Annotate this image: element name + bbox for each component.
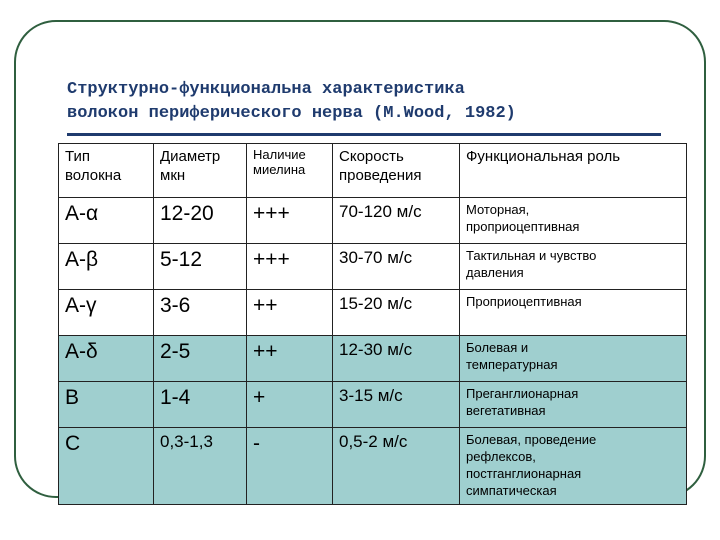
cell-diameter: 5-12 <box>154 244 247 290</box>
title-line-1: Структурно-функциональна характеристика <box>67 80 465 99</box>
cell-role <box>460 428 687 505</box>
cell-myelin: ++ <box>247 290 333 336</box>
cell-diameter: 12-20 <box>154 198 247 244</box>
role-line: проприоцептивная <box>466 219 580 234</box>
header-myelin-line2: миелина <box>253 162 306 177</box>
cell-myelin: - <box>247 428 333 505</box>
cell-role <box>460 336 687 382</box>
table-row <box>59 290 687 336</box>
cell-type: B <box>59 382 154 428</box>
cell-type: A-δ <box>59 336 154 382</box>
role-line: Преганглионарная <box>466 386 579 401</box>
header-role <box>460 144 687 198</box>
fiber-table <box>58 143 687 505</box>
header-speed-line1: Скорость <box>339 148 404 165</box>
header-speed-line2: проведения <box>339 167 422 184</box>
cell-myelin: +++ <box>247 198 333 244</box>
cell-role <box>460 244 687 290</box>
table-row <box>59 382 687 428</box>
cell-myelin: +++ <box>247 244 333 290</box>
cell-speed: 12-30 м/с <box>333 336 460 382</box>
role-line: симпатическая <box>466 483 557 498</box>
header-type-line1: Тип <box>65 148 91 165</box>
header-role-text: Функциональная роль <box>466 148 621 165</box>
cell-speed: 30-70 м/с <box>333 244 460 290</box>
cell-speed: 70-120 м/с <box>333 198 460 244</box>
role-line: Болевая и <box>466 340 529 355</box>
cell-diameter: 3-6 <box>154 290 247 336</box>
slide-title <box>67 78 667 126</box>
cell-diameter: 1-4 <box>154 382 247 428</box>
role-line: давления <box>466 265 524 280</box>
cell-type: A-γ <box>59 290 154 336</box>
role-line: рефлексов, <box>466 449 536 464</box>
title-underline <box>67 133 661 136</box>
cell-role <box>460 290 687 336</box>
cell-type: C <box>59 428 154 505</box>
cell-diameter: 2-5 <box>154 336 247 382</box>
header-diameter-line1: Диаметр <box>160 148 221 165</box>
table-header-row <box>59 144 687 198</box>
role-line: Болевая, проведение <box>466 432 597 447</box>
header-speed <box>333 144 460 198</box>
role-line: температурная <box>466 357 558 372</box>
header-myelin <box>247 144 333 198</box>
cell-diameter: 0,3-1,3 <box>154 428 247 505</box>
table-row <box>59 336 687 382</box>
cell-type: A-α <box>59 198 154 244</box>
role-line: вегетативная <box>466 403 546 418</box>
cell-role <box>460 198 687 244</box>
role-line: Проприоцептивная <box>466 294 582 309</box>
cell-role <box>460 382 687 428</box>
header-type-line2: волокна <box>65 167 122 184</box>
cell-speed: 3-15 м/с <box>333 382 460 428</box>
cell-speed: 0,5-2 м/с <box>333 428 460 505</box>
role-line: Тактильная и чувство <box>466 248 597 263</box>
cell-myelin: ++ <box>247 336 333 382</box>
header-type <box>59 144 154 198</box>
role-line: Моторная, <box>466 202 530 217</box>
header-diameter-line2: мкн <box>160 167 186 184</box>
table-row <box>59 198 687 244</box>
role-line: постганглионарная <box>466 466 582 481</box>
table-row <box>59 428 687 505</box>
cell-myelin: + <box>247 382 333 428</box>
header-myelin-line1: Наличие <box>253 147 306 162</box>
title-line-2: волокон периферического нерва (M.Wood, 1982) <box>67 104 516 123</box>
cell-speed: 15-20 м/с <box>333 290 460 336</box>
cell-type: A-β <box>59 244 154 290</box>
header-diameter <box>154 144 247 198</box>
table-row <box>59 244 687 290</box>
